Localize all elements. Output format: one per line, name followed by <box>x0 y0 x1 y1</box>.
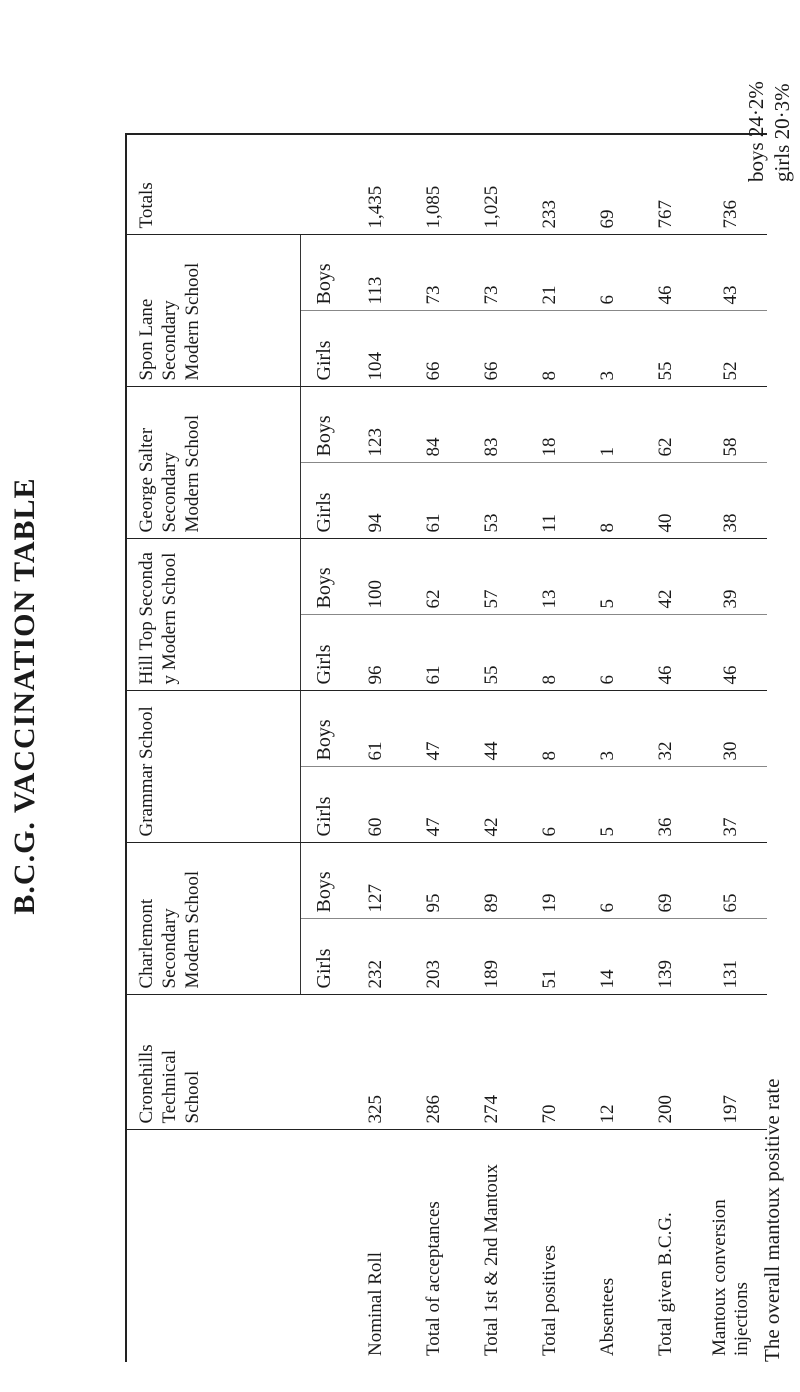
value-cell: 84 <box>405 387 463 463</box>
value-cell: 19 <box>521 843 579 919</box>
row-label: Nominal Roll <box>365 1252 386 1356</box>
school-header-george-salter: George Salter Secondary Modern School <box>126 387 301 539</box>
school-header-row <box>126 134 301 1362</box>
value-cell: 3 <box>579 691 637 767</box>
value-cell: 8 <box>521 311 579 387</box>
table-body <box>347 134 767 1362</box>
value-cell: 18 <box>521 387 579 463</box>
value-cell: 42 <box>637 539 695 615</box>
table-row <box>637 134 695 1362</box>
value-cell: 66 <box>405 311 463 387</box>
value-cell: 12 <box>579 995 637 1130</box>
total-cell: 736 <box>695 134 767 235</box>
corner-cell-2 <box>301 1130 348 1362</box>
value-cell: 197 <box>695 995 767 1130</box>
girls-header: Girls <box>301 615 348 691</box>
value-cell: 83 <box>463 387 521 463</box>
value-cell: 123 <box>347 387 405 463</box>
value-cell: 14 <box>579 919 637 995</box>
value-cell: 61 <box>347 691 405 767</box>
value-cell: 61 <box>405 615 463 691</box>
girls-header: Girls <box>301 463 348 539</box>
value-cell: 127 <box>347 843 405 919</box>
boys-header: Boys <box>301 387 348 463</box>
boys-header: Boys <box>301 843 348 919</box>
value-cell: 66 <box>463 311 521 387</box>
value-cell: 55 <box>637 311 695 387</box>
total-cell: 1,435 <box>347 134 405 235</box>
value-cell: 43 <box>695 235 767 311</box>
value-cell: 40 <box>637 463 695 539</box>
gender-header-row <box>301 134 348 1362</box>
school-header-hill-top: Hill Top Seconda y Modern School <box>126 539 301 691</box>
table-row <box>695 134 767 1362</box>
value-cell: 325 <box>347 995 405 1130</box>
total-cell: 233 <box>521 134 579 235</box>
value-cell: 42 <box>463 767 521 843</box>
value-cell: 39 <box>695 539 767 615</box>
value-cell: 89 <box>463 843 521 919</box>
value-cell: 65 <box>695 843 767 919</box>
value-cell: 30 <box>695 691 767 767</box>
table-row <box>579 134 637 1362</box>
value-cell: 8 <box>521 615 579 691</box>
boys-header: Boys <box>301 235 348 311</box>
value-cell: 8 <box>521 691 579 767</box>
value-cell: 5 <box>579 767 637 843</box>
page-title: B.C.G. VACCINATION TABLE <box>8 477 41 915</box>
table-row <box>521 134 579 1362</box>
value-cell: 131 <box>695 919 767 995</box>
value-cell: 95 <box>405 843 463 919</box>
value-cell: 1 <box>579 387 637 463</box>
total-cell: 69 <box>579 134 637 235</box>
value-cell: 73 <box>405 235 463 311</box>
value-cell: 51 <box>521 919 579 995</box>
school-header-spon-lane: Spon Lane Secondary Modern School <box>126 235 301 387</box>
value-cell: 69 <box>637 843 695 919</box>
value-cell: 62 <box>637 387 695 463</box>
value-cell: 62 <box>405 539 463 615</box>
boys-header: Boys <box>301 539 348 615</box>
row-label: Total given B.C.G. <box>655 1212 676 1356</box>
value-cell: 203 <box>405 919 463 995</box>
value-cell: 47 <box>405 767 463 843</box>
value-cell: 100 <box>347 539 405 615</box>
value-cell: 36 <box>637 767 695 843</box>
value-cell: 32 <box>637 691 695 767</box>
value-cell: 8 <box>579 463 637 539</box>
boys-header: Boys <box>301 691 348 767</box>
value-cell: 21 <box>521 235 579 311</box>
value-cell: 139 <box>637 919 695 995</box>
value-cell: 94 <box>347 463 405 539</box>
value-cell: 46 <box>637 615 695 691</box>
value-cell: 11 <box>521 463 579 539</box>
boys-rate: boys 24·2% <box>744 81 768 182</box>
total-cell: 767 <box>637 134 695 235</box>
value-cell: 47 <box>405 691 463 767</box>
value-cell: 52 <box>695 311 767 387</box>
value-cell: 189 <box>463 919 521 995</box>
value-cell: 73 <box>463 235 521 311</box>
value-cell: 60 <box>347 767 405 843</box>
value-cell: 61 <box>405 463 463 539</box>
value-cell: 37 <box>695 767 767 843</box>
school-header-grammar: Grammar School <box>126 691 301 843</box>
value-cell: 286 <box>405 995 463 1130</box>
value-cell: 6 <box>579 843 637 919</box>
row-label: Total of acceptances <box>423 1201 444 1356</box>
value-cell: 96 <box>347 615 405 691</box>
value-cell: 113 <box>347 235 405 311</box>
row-label: Total 1st & 2nd Mantoux <box>481 1164 502 1356</box>
girls-header: Girls <box>301 767 348 843</box>
table-row <box>405 134 463 1362</box>
value-cell: 6 <box>579 235 637 311</box>
value-cell: 38 <box>695 463 767 539</box>
vaccination-table <box>125 133 767 1362</box>
school-header-cronehills: Cronehills Technical School <box>126 995 347 1130</box>
value-cell: 6 <box>579 615 637 691</box>
value-cell: 58 <box>695 387 767 463</box>
value-cell: 104 <box>347 311 405 387</box>
value-cell: 53 <box>463 463 521 539</box>
girls-header: Girls <box>301 311 348 387</box>
table-row <box>347 134 405 1362</box>
total-cell: 1,085 <box>405 134 463 235</box>
total-cell: 1,025 <box>463 134 521 235</box>
value-cell: 232 <box>347 919 405 995</box>
positive-rate-label: The overall mantoux positive rate <box>760 1078 784 1362</box>
row-label: Mantoux conversion injections <box>709 1199 752 1356</box>
value-cell: 274 <box>463 995 521 1130</box>
row-label: Total positives <box>539 1244 560 1356</box>
value-cell: 5 <box>579 539 637 615</box>
value-cell: 200 <box>637 995 695 1130</box>
value-cell: 44 <box>463 691 521 767</box>
value-cell: 57 <box>463 539 521 615</box>
value-cell: 70 <box>521 995 579 1130</box>
value-cell: 13 <box>521 539 579 615</box>
totals-header: Totals <box>126 134 347 235</box>
girls-header: Girls <box>301 919 348 995</box>
value-cell: 46 <box>637 235 695 311</box>
value-cell: 46 <box>695 615 767 691</box>
row-label: Absentees <box>597 1277 618 1356</box>
value-cell: 3 <box>579 311 637 387</box>
school-header-charlemont: Charlemont Secondary Modern School <box>126 843 301 995</box>
value-cell: 6 <box>521 767 579 843</box>
corner-cell <box>126 1130 301 1362</box>
girls-rate: girls 20·3% <box>770 83 794 182</box>
value-cell: 55 <box>463 615 521 691</box>
table-row <box>463 134 521 1362</box>
